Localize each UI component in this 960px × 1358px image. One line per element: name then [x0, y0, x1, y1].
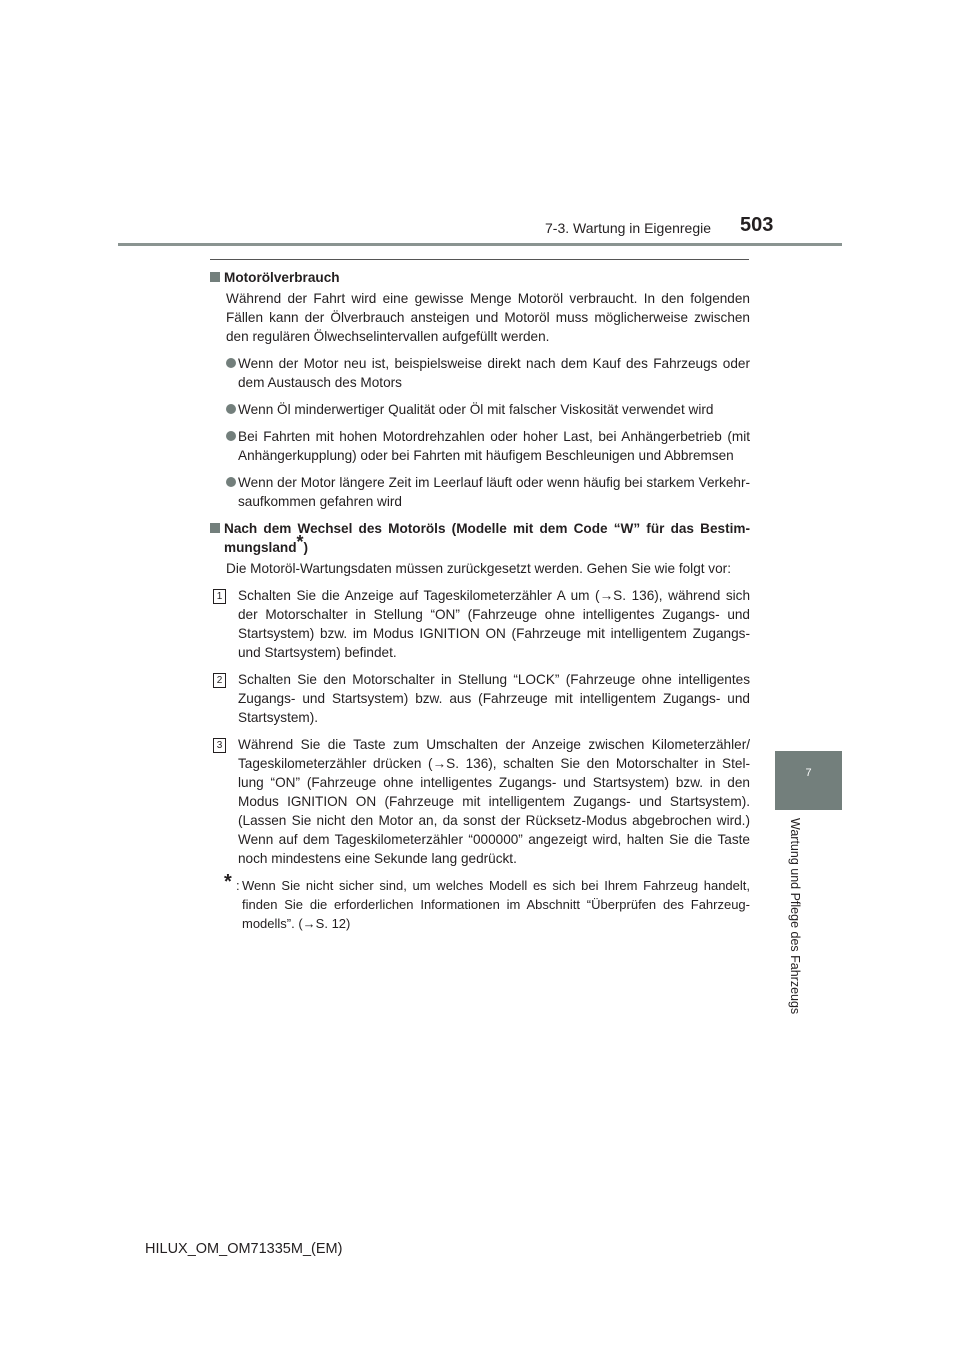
bullet-dot-icon: [226, 431, 236, 441]
section-heading: Nach dem Wechsel des Motoröls (Modelle mit dem Code “W” für das Bestim-mungsland*): [210, 519, 750, 557]
bullet-dot-icon: [226, 477, 236, 487]
chapter-number: 7: [805, 767, 812, 779]
content-divider: [210, 259, 749, 260]
step-number: 3: [213, 738, 226, 753]
square-bullet-icon: [210, 523, 220, 533]
step-item: 1 Schalten Sie die Anzeige auf Tageskilometerzähler A um (→S. 136), während sich der Motorschalter in Stellung “ON” (Fahrzeuge ohne intelligentes Zugangs- und Startsystem) bzw. im Modus IGNITION ON (Fahrzeuge mit intelligentem Zugangs- und Startsystem) befindet.: [210, 586, 750, 662]
step-item: 2 Schalten Sie den Motorschalter in Stellung “LOCK” (Fahrzeuge ohne intelligentes Zugangs- und Startsystem) bzw. aus (Fahrzeuge mit intelligentem Zugangs- und Startsystem).: [210, 670, 750, 727]
bullet-dot-icon: [226, 404, 236, 414]
step-number: 2: [213, 673, 226, 688]
section-title: 7-3. Wartung in Eigenregie: [545, 220, 712, 236]
step-number: 1: [213, 589, 226, 604]
square-bullet-icon: [210, 272, 220, 282]
list-item: Wenn der Motor längere Zeit im Leerlauf läuft oder wenn häufig bei starkem Verkehr-saufkommen gefahren wird: [210, 473, 750, 511]
list-item: Wenn der Motor neu ist, beispielsweise direkt nach dem Kauf des Fahrzeugs oder dem Austausch des Motors: [210, 354, 750, 392]
footnote: * : Wenn Sie nicht sicher sind, um welches Modell es sich bei Ihrem Fahrzeug handelt, finden Sie die erforderlichen Informationen im Abschnitt “Überprüfen des Fahrzeug-modells”. (→S. 12): [224, 871, 750, 931]
page-number: 503: [740, 214, 774, 236]
page-content: [210, 268, 750, 933]
step-item: 3 Während Sie die Taste zum Umschalten der Anzeige zwischen Kilometerzähler/ Tageskilometerzähler drücken (→S. 136), schalten Sie den Motorschalter in Stel-lung “ON” (Fahrzeuge ohne intelligentes Zugangs- und Startsystem) bzw. in den Modus IGNITION ON (Fahrzeuge mit intelligentem Zugangs- und Startsystem). (Lassen Sie nicht den Motor an, da sonst der Rücksetz-Modus abgebrochen wird.) Wenn auf dem Tageskilometerzähler “000000” angezeigt wird, halten Sie die Taste noch mindestens eine Sekunde lang gedrückt.: [210, 735, 750, 868]
chapter-tab: [775, 751, 842, 810]
paragraph: Die Motoröl-Wartungsdaten müssen zurückgesetzt werden. Gehen Sie wie folgt vor:: [226, 561, 731, 576]
paragraph: Während der Fahrt wird eine gewisse Menge Motoröl verbraucht. In den folgenden Fällen kann der Ölverbrauch ansteigen und Motoröl muss möglicherweise zwischen den regulären Ölwechselintervallen aufgefüllt werden.: [226, 291, 750, 344]
header-divider: [118, 243, 842, 246]
document-id: HILUX_OM_OM71335M_(EM): [145, 1241, 343, 1257]
list-item: Bei Fahrten mit hohen Motordrehzahlen oder hoher Last, bei Anhängerbetrieb (mit Anhängerkupplung) oder bei Fahrten mit häufigem Beschleunigen und Abbremsen: [210, 427, 750, 465]
section-heading: Motorölverbrauch: [210, 268, 750, 287]
bullet-dot-icon: [226, 358, 236, 368]
list-item: Wenn Öl minderwertiger Qualität oder Öl mit falscher Viskosität verwendet wird: [210, 400, 750, 419]
footnote-mark: *: [224, 871, 232, 893]
chapter-caption: Wartung und Pflege des Fahrzeugs: [788, 818, 802, 1015]
